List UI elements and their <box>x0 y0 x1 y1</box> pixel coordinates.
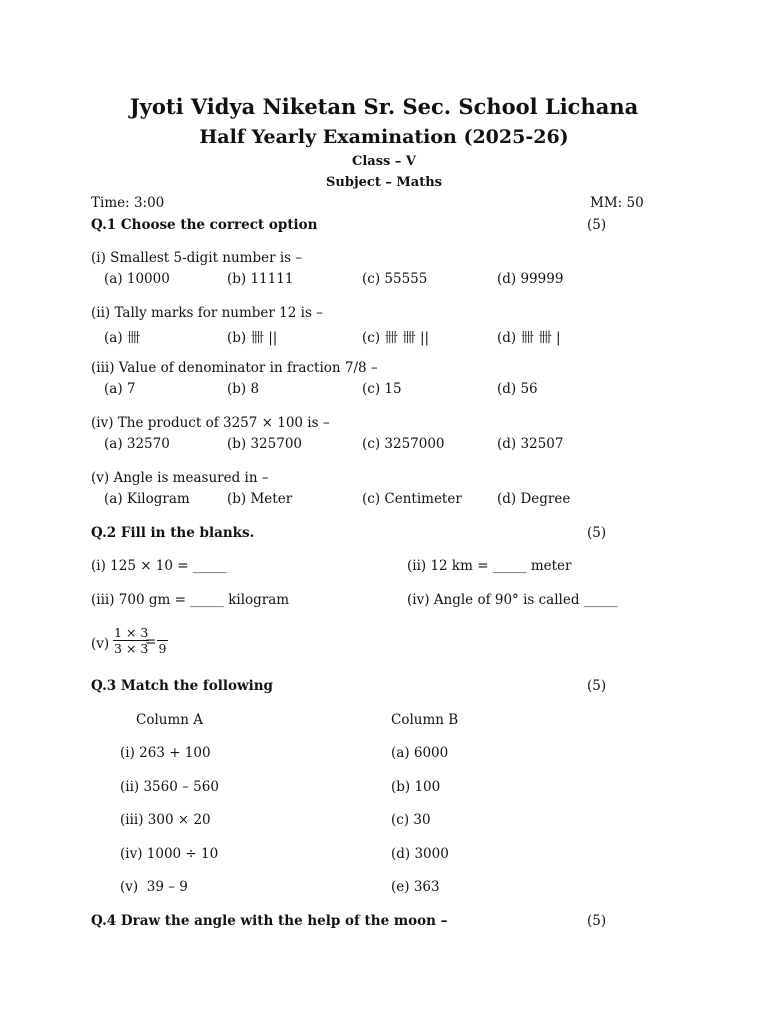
q3-marks: (5) <box>587 678 607 694</box>
q2-v-denominator: 3 × 3 <box>114 641 149 656</box>
q3-col-b-item: (c) 30 <box>391 812 431 828</box>
max-marks-label: MM: 50 <box>590 195 644 211</box>
q1-iv-option-d: (d) 32507 <box>497 436 564 452</box>
q1-v-question: (v) Angle is measured in – <box>91 470 269 486</box>
q1-ii-option-b: (b) 卌 || <box>227 330 278 346</box>
class-label: Class – V <box>352 154 416 169</box>
q1-ii-option-c: (c) 卌 卌 || <box>362 330 430 346</box>
q2-ii: (ii) 12 km = _____ meter <box>407 558 572 574</box>
q3-col-b-item: (a) 6000 <box>391 745 449 761</box>
q3-title: Q.3 Match the following <box>91 678 273 694</box>
q1-iv-option-a: (a) 32570 <box>104 436 170 452</box>
q2-v-label: (v) <box>91 636 110 652</box>
q2-iii: (iii) 700 gm = _____ kilogram <box>91 592 290 608</box>
q3-col-a-item: (ii) 3560 – 560 <box>120 779 219 795</box>
subject-label: Subject – Maths <box>326 175 442 190</box>
q1-i-option-c: (c) 55555 <box>362 271 428 287</box>
q3-col-a-item: (iv) 1000 ÷ 10 <box>120 846 219 862</box>
q1-title: Q.1 Choose the correct option <box>91 217 318 233</box>
q2-v-numerator-blank <box>157 625 168 641</box>
q1-iv-question: (iv) The product of 3257 × 100 is – <box>91 415 330 431</box>
q3-col-b-item: (b) 100 <box>391 779 441 795</box>
q2-marks: (5) <box>587 525 607 541</box>
q1-v-option-c: (c) Centimeter <box>362 491 462 507</box>
q4-marks: (5) <box>587 913 607 929</box>
q1-i-option-d: (d) 99999 <box>497 271 564 287</box>
q1-iii-option-b: (b) 8 <box>227 381 260 397</box>
q1-ii-question: (ii) Tally marks for number 12 is – <box>91 305 323 321</box>
q1-i-question: (i) Smallest 5-digit number is – <box>91 250 303 266</box>
q1-iii-option-c: (c) 15 <box>362 381 402 397</box>
exam-title: Half Yearly Examination (2025-26) <box>199 126 569 148</box>
q2-v-fraction-left <box>113 625 149 656</box>
q2-v-equals: = <box>145 634 157 650</box>
q1-ii-option-d: (d) 卌 卌 | <box>497 330 561 346</box>
q1-iii-option-a: (a) 7 <box>104 381 136 397</box>
q2-iv: (iv) Angle of 90° is called _____ <box>407 592 618 608</box>
q3-col-b-item: (d) 3000 <box>391 846 449 862</box>
q1-v-option-d: (d) Degree <box>497 491 571 507</box>
q3-column-a-header: Column A <box>136 712 204 728</box>
q1-iv-option-c: (c) 3257000 <box>362 436 445 452</box>
q3-col-a-item: (iii) 300 × 20 <box>120 812 211 828</box>
q1-iii-option-d: (d) 56 <box>497 381 538 397</box>
q1-iv-option-b: (b) 325700 <box>227 436 303 452</box>
q3-col-a-item: (v) 39 – 9 <box>120 879 188 895</box>
q1-v-option-b: (b) Meter <box>227 491 293 507</box>
q1-i-option-a: (a) 10000 <box>104 271 170 287</box>
time-label: Time: 3:00 <box>91 195 165 211</box>
q4-title: Q.4 Draw the angle with the help of the moon – <box>91 913 448 929</box>
q3-col-a-item: (i) 263 + 100 <box>120 745 211 761</box>
q2-i: (i) 125 × 10 = _____ <box>91 558 227 574</box>
q2-v-denominator-right: 9 <box>158 641 167 656</box>
q1-iii-question: (iii) Value of denominator in fraction 7/8 – <box>91 360 378 376</box>
q1-marks: (5) <box>587 217 607 233</box>
q1-v-option-a: (a) Kilogram <box>104 491 190 507</box>
q1-i-option-b: (b) 11111 <box>227 271 294 287</box>
q1-ii-option-a: (a) 卌 <box>104 330 141 346</box>
q2-v-numerator: 1 × 3 <box>114 625 149 640</box>
q2-v-fraction-right <box>157 625 168 656</box>
q2-title: Q.2 Fill in the blanks. <box>91 525 255 541</box>
school-name: Jyoti Vidya Niketan Sr. Sec. School Lichana <box>129 94 639 119</box>
q3-column-b-header: Column B <box>391 712 459 728</box>
q3-col-b-item: (e) 363 <box>391 879 440 895</box>
